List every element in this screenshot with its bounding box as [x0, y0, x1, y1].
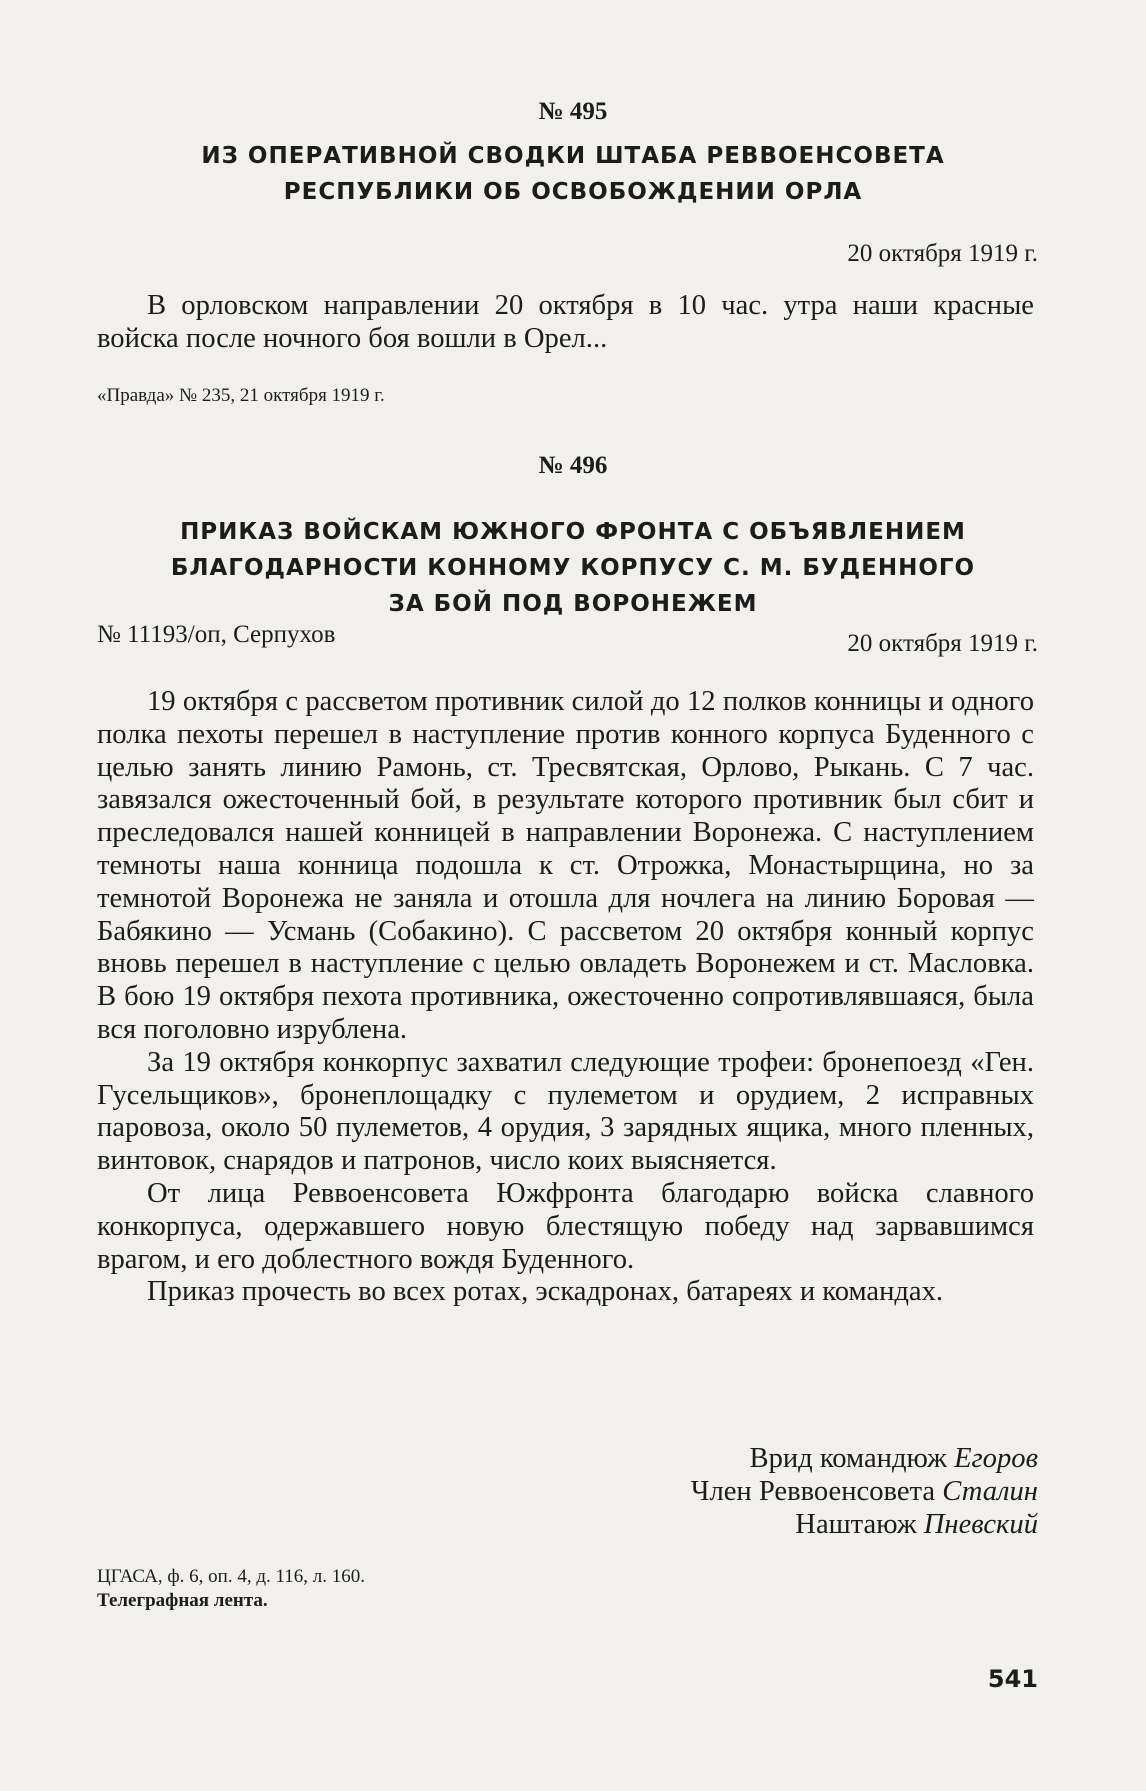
signature-name: Пневский [923, 1509, 1038, 1540]
signature-line [691, 1442, 1038, 1475]
archive-line-1: ЦГАСА, ф. 6, оп. 4, д. 116, л. 160. [97, 1566, 366, 1587]
doc496-date: 20 октября 1919 г. [847, 630, 1038, 657]
doc496-paragraph-3: От лица Реввоенсовета Южфронта благодарю войска славного конкорпуса, одержавшего новую блестящую победу над зарвавшимся врагом, и его доблестного вождя Буденного. [97, 1177, 1034, 1275]
signature-role: Член Реввоенсовета [690, 1476, 936, 1507]
signature-block [691, 1442, 1038, 1541]
doc496-title-line3: ЗА БОЙ ПОД ВОРОНЕЖЕМ [388, 591, 758, 617]
doc496-reference: № 11193/оп, Серпухов [97, 621, 336, 648]
doc495-body [97, 290, 1034, 356]
archive-reference [97, 1565, 365, 1613]
doc495-date: 20 октября 1919 г. [847, 240, 1038, 267]
doc496-paragraph-2: За 19 октября конкорпус захватил следующие трофеи: бронепоезд «Ген. Гусельщиков», бронеплощадку с пулеметом и орудием, 2 исправных паровоза, около 50 пулеметов, 4 орудия, 3 зарядных ящика, много пленных, винтовок, снарядов и патронов, число коих выясняется. [97, 1046, 1034, 1177]
doc495-number: № 495 [538, 98, 608, 125]
page-number: 541 [987, 1665, 1038, 1693]
doc495-title-line1: ИЗ ОПЕРАТИВНОЙ СВОДКИ ШТАБА РЕВВОЕНСОВЕТА [201, 143, 945, 169]
doc495-paragraph: В орловском направлении 20 октября в 10 час. утра наши красные войска после ночного боя вошли в Орел... [97, 290, 1034, 354]
signature-name: Сталин [942, 1476, 1038, 1507]
doc496-number: № 496 [538, 452, 608, 479]
doc496-body [97, 686, 1034, 1309]
doc496-paragraph-4: Приказ прочесть во всех ротах, эскадронах, батареях и командах. [147, 1276, 944, 1308]
signature-name: Егоров [954, 1443, 1038, 1474]
doc495-title-line2: РЕСПУБЛИКИ ОБ ОСВОБОЖДЕНИИ ОРЛА [283, 179, 863, 205]
doc496-title-line1: ПРИКАЗ ВОЙСКАМ ЮЖНОГО ФРОНТА С ОБЪЯВЛЕНИЕМ [180, 519, 966, 545]
doc495-title [0, 138, 1146, 210]
doc496-title-line2: БЛАГОДАРНОСТИ КОННОМУ КОРПУСУ С. М. БУДЕННОГО [170, 555, 976, 581]
signature-line [691, 1508, 1038, 1541]
doc496-title [0, 514, 1146, 622]
doc495-source: «Правда» № 235, 21 октября 1919 г. [97, 385, 385, 406]
signature-role: Наштаюж [795, 1509, 917, 1540]
signature-line [691, 1475, 1038, 1508]
signature-role: Врид командюж [749, 1443, 947, 1474]
archive-line-2: Телеграфная лента. [97, 1590, 268, 1611]
doc496-paragraph-1: 19 октября с рассветом противник силой до 12 полков конницы и одного полка пехоты перешел в наступление против конного корпуса Буденного с целью занять линию Рамонь, ст. Тресвятская, Орлово, Рыкань. С 7 час. завязался ожесточенный бой, в результате которого противник был сбит и преследовался нашей конницей в направлении Воронежа. С наступлением темноты наша конница подошла к ст. Отрожка, Монастырщина, но за темнотой Воронежа не заняла и отошла для ночлега на линию Боровая — Бабякино — Усмань (Собакино). С рассветом 20 октября конный корпус вновь перешел в наступление с целью овладеть Воронежем и ст. Масловка. В бою 19 октября пехота противника, ожесточенно сопротивлявшаяся, была вся поголовно изрублена. [97, 686, 1034, 1045]
